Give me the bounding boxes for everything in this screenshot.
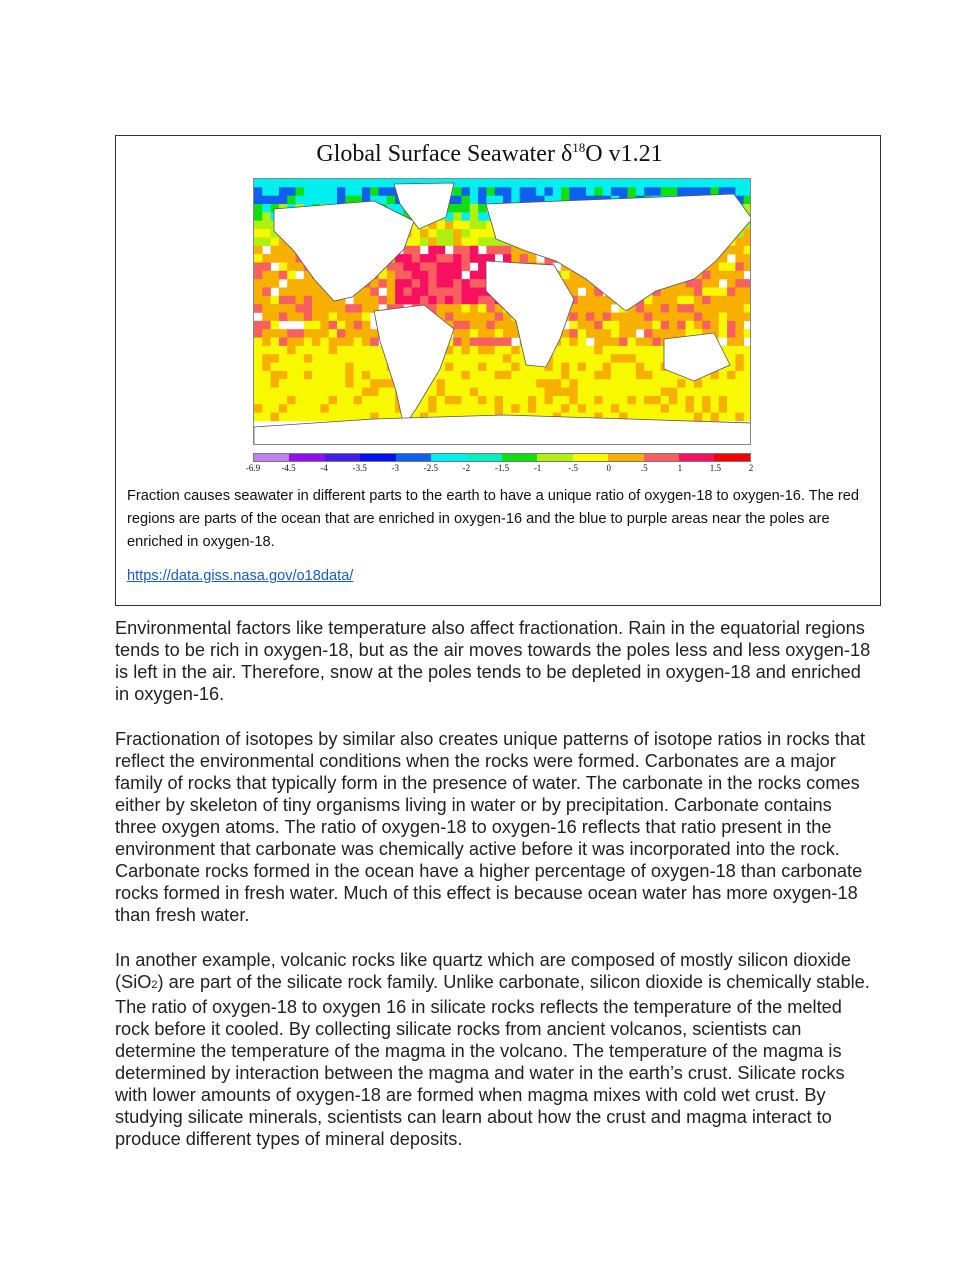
source-link[interactable]: https://data.giss.nasa.gov/o18data/ xyxy=(127,568,354,584)
figure-caption: Fraction causes seawater in different parts to the earth to have a unique ratio of oxygen-18 to oxygen-16. The red regions are parts of the ocean that are enriched in oxygen-16 and the blue to purple areas near the poles are enriched in oxygen-18. xyxy=(127,488,860,550)
colorbar-swatch xyxy=(325,454,360,461)
paragraph-3 xyxy=(115,949,875,1150)
paragraph-1: Environmental factors like temperature also affect fractionation. Rain in the equatorial regions tends to be rich in oxygen-18, but as the air moves towards the poles less and less oxygen-18 is left in the air. Therefore, snow at the poles tends to be depleted in oxygen-18 and enriched in oxygen-16. xyxy=(115,618,871,704)
colorbar-label: .5 xyxy=(640,463,648,473)
colorbar-swatch xyxy=(289,454,324,461)
title-text: Global Surface Seawater δ xyxy=(316,141,573,167)
colorbar-label: -2 xyxy=(462,463,471,473)
colorbar-label: -1 xyxy=(533,463,542,473)
colorbar-swatch xyxy=(537,454,572,461)
colorbar-label: -6.9 xyxy=(245,463,261,473)
colorbar-swatch xyxy=(608,454,643,461)
colorbar-swatch xyxy=(431,454,466,461)
p3-text-b: ) are part of the silicate rock family. Unlike carbonate, silicon dioxide is chemically stable. The ratio of oxygen-18 to oxygen 16 in silicate rocks reflects the temperature of the melted rock before it cooled. By collecting silicate rocks from ancient volcanos, scientists can determine the temperature of the magma in the volcano. The temperature of the magma is determined by interaction between the magma and water in the earth’s crust. Silicate rocks with lower amounts of oxygen-18 are formed when magma mixes with cold wet crust. By studying silicate minerals, scientists can learn about how the crust and magma interact to produce different types of mineral deposits. xyxy=(115,972,870,1149)
colorbar-swatch xyxy=(679,454,714,461)
seawater-o18-map xyxy=(253,178,751,445)
title-suffix: O v1.21 xyxy=(585,141,663,167)
colorbar-labels xyxy=(245,463,754,473)
colorbar-swatch xyxy=(502,454,537,461)
colorbar-swatch xyxy=(396,454,431,461)
colorbar xyxy=(253,453,751,462)
colorbar-label: -3.5 xyxy=(352,463,367,473)
p3-text-a: In another example, volcanic rocks like quartz which are composed of mostly silicon dioxide (SiO xyxy=(115,950,851,992)
colorbar-label: -4 xyxy=(320,463,328,473)
colorbar-swatch xyxy=(467,454,502,461)
title-sup: 18 xyxy=(572,140,586,155)
colorbar-swatch xyxy=(360,454,395,461)
colorbar-swatch xyxy=(573,454,608,461)
colorbar-label: 1 xyxy=(677,463,683,473)
colorbar-swatch xyxy=(714,454,749,461)
colorbar-swatch xyxy=(644,454,679,461)
colorbar-label: 1.5 xyxy=(709,463,722,473)
map-title xyxy=(0,140,979,168)
colorbar-swatch xyxy=(254,454,289,461)
p3-subscript: 2 xyxy=(151,979,158,991)
colorbar-label: -2.5 xyxy=(423,463,438,473)
colorbar-label: -.5 xyxy=(568,463,579,473)
colorbar-label: -3 xyxy=(391,463,400,473)
paragraph-2: Fractionation of isotopes by similar also creates unique patterns of isotope ratios in rocks that reflect the environmental conditions when the rocks were formed. Carbonates are a major family of rocks that typically form in the presence of water. The carbonate in the rocks comes either by skeleton of tiny organisms living in water or by precipitation. Carbonate contains three oxygen atoms. The ratio of oxygen-18 to oxygen-16 reflects that ratio present in the environment that carbonate was chemically active before it was incorporated into the rock. Carbonate rocks formed in the ocean have a higher percentage of oxygen-18 than carbonate rocks formed in fresh water. Much of this effect is because ocean water has more oxygen-18 than fresh water. xyxy=(115,729,866,925)
colorbar-label: -1.5 xyxy=(494,463,510,473)
colorbar-label: 0 xyxy=(606,463,611,473)
colorbar-label: -4.5 xyxy=(281,463,296,473)
map-graphic xyxy=(254,179,751,445)
colorbar-label: 2 xyxy=(748,463,754,473)
